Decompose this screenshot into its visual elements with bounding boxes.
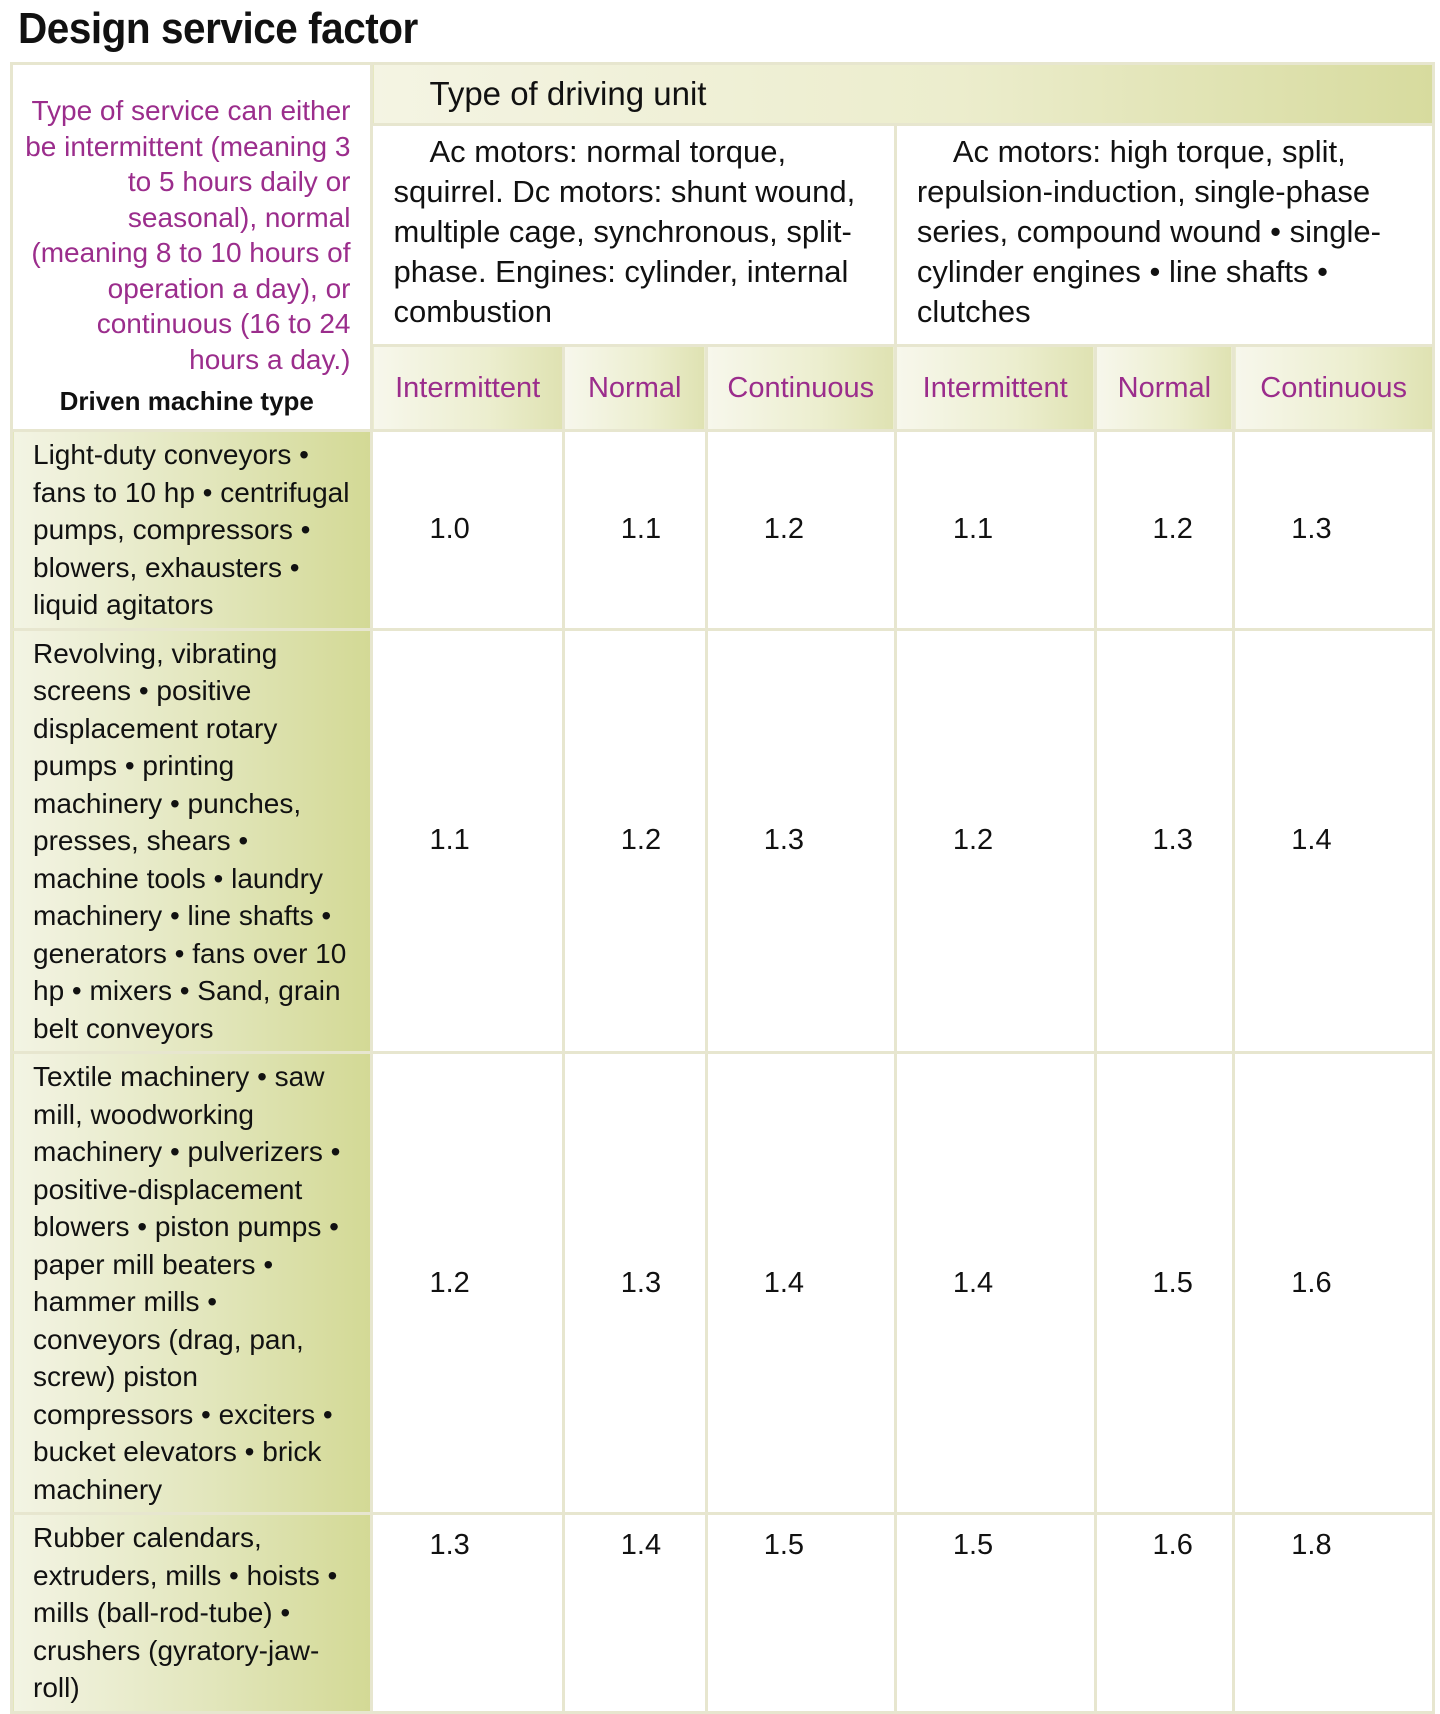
factor-value: 1.2 (1152, 513, 1193, 546)
factor-cell (895, 1514, 1095, 1713)
table-row (12, 1514, 1434, 1713)
factor-value: 1.3 (1152, 824, 1193, 857)
factor-value: 1.1 (429, 824, 470, 857)
service-type-header: Continuous (1234, 346, 1434, 431)
factor-cell (706, 629, 895, 1053)
service-factor-table (10, 62, 1435, 1714)
factor-value: 1.8 (1291, 1529, 1332, 1561)
factor-cell (1234, 1514, 1434, 1713)
factor-cell (1095, 1514, 1234, 1713)
factor-cell (1234, 431, 1434, 630)
factor-cell (563, 1514, 706, 1713)
page-title: Design service factor (18, 4, 418, 53)
factor-cell (372, 431, 563, 630)
factor-cell (1234, 1053, 1434, 1514)
factor-value: 1.2 (952, 824, 994, 857)
service-type-header: Continuous (706, 346, 895, 431)
factor-value: 1.1 (952, 513, 994, 546)
factor-cell (706, 1514, 895, 1713)
service-type-header: Normal (563, 346, 706, 431)
machine-type-cell: Light-duty conveyors • fans to 10 hp • centrifugal pumps, compressors • blowers, exhausters • liquid agitators (12, 431, 372, 630)
factor-cell (563, 629, 706, 1053)
service-type-note: Type of service can either be intermittent (meaning 3 to 5 hours daily or seasonal), normal (meaning 8 to 10 hours of operation a day), or continuous (16 to 24 hours a day.) (25, 95, 351, 375)
table-row (12, 629, 1434, 1053)
factor-cell (1095, 431, 1234, 630)
machine-type-cell: Revolving, vibrating screens • positive displacement rotary pumps • printing machinery • punches, presses, shears • machine tools • laundry machinery • line shafts • generators • fans over 10 hp • mixers • Sand, grain belt conveyors (12, 629, 372, 1053)
machine-type-cell: Textile machinery • saw mill, woodworking machinery • pulverizers • positive-displacement blowers • piston pumps • paper mill beaters • hammer mills • conveyors (drag, pan, screw) piston compressors • exciters • bucket elevators • brick machinery (12, 1053, 372, 1514)
service-type-header: Normal (1095, 346, 1234, 431)
driven-machine-type-label: Driven machine type (59, 386, 314, 416)
factor-cell (563, 431, 706, 630)
factor-value: 1.3 (763, 824, 805, 857)
driving-unit-group-1: Ac motors: normal torque, squirrel. Dc motors: shunt wound, multiple cage, synchronous, split-phase. Engines: cylinder, internal combustion (372, 125, 895, 346)
factor-cell (372, 1514, 563, 1713)
service-type-header: Intermittent (372, 346, 563, 431)
corner-cell (12, 64, 372, 431)
machine-type-cell: Rubber calendars, extruders, mills • hoists • mills (ball-rod-tube) • crushers (gyratory-jaw-roll) (12, 1514, 372, 1713)
factor-cell (1234, 629, 1434, 1053)
factor-cell (895, 1053, 1095, 1514)
header-row-driving-unit (12, 64, 1434, 125)
factor-value: 1.3 (429, 1529, 470, 1561)
driving-unit-header: Type of driving unit (372, 64, 1434, 125)
driving-unit-group-2: Ac motors: high torque, split, repulsion-induction, single-phase series, compound wound • single-cylinder engines • line shafts • clutches (895, 125, 1433, 346)
factor-value: 1.5 (952, 1529, 994, 1561)
factor-value: 1.3 (620, 1266, 662, 1299)
factor-value: 1.1 (620, 513, 662, 546)
service-type-header: Intermittent (895, 346, 1095, 431)
factor-value: 1.5 (1152, 1266, 1193, 1299)
factor-value: 1.2 (763, 513, 805, 546)
factor-value: 1.4 (763, 1266, 805, 1299)
factor-value: 1.3 (1291, 513, 1332, 546)
factor-cell (706, 1053, 895, 1514)
factor-cell (563, 1053, 706, 1514)
factor-value: 1.6 (1291, 1266, 1332, 1299)
factor-value: 1.5 (763, 1529, 805, 1561)
factor-value: 1.4 (952, 1266, 994, 1299)
factor-value: 1.4 (1291, 824, 1332, 857)
table-row (12, 1053, 1434, 1514)
factor-cell (895, 431, 1095, 630)
factor-cell (895, 629, 1095, 1053)
factor-value: 1.2 (429, 1266, 470, 1299)
factor-value: 1.2 (620, 824, 662, 857)
factor-value: 1.6 (1152, 1529, 1193, 1561)
factor-value: 1.0 (429, 513, 470, 546)
factor-cell (706, 431, 895, 630)
factor-cell (1095, 629, 1234, 1053)
table-row (12, 431, 1434, 630)
factor-value: 1.4 (620, 1529, 662, 1561)
factor-cell (1095, 1053, 1234, 1514)
factor-cell (372, 629, 563, 1053)
factor-cell (372, 1053, 563, 1514)
